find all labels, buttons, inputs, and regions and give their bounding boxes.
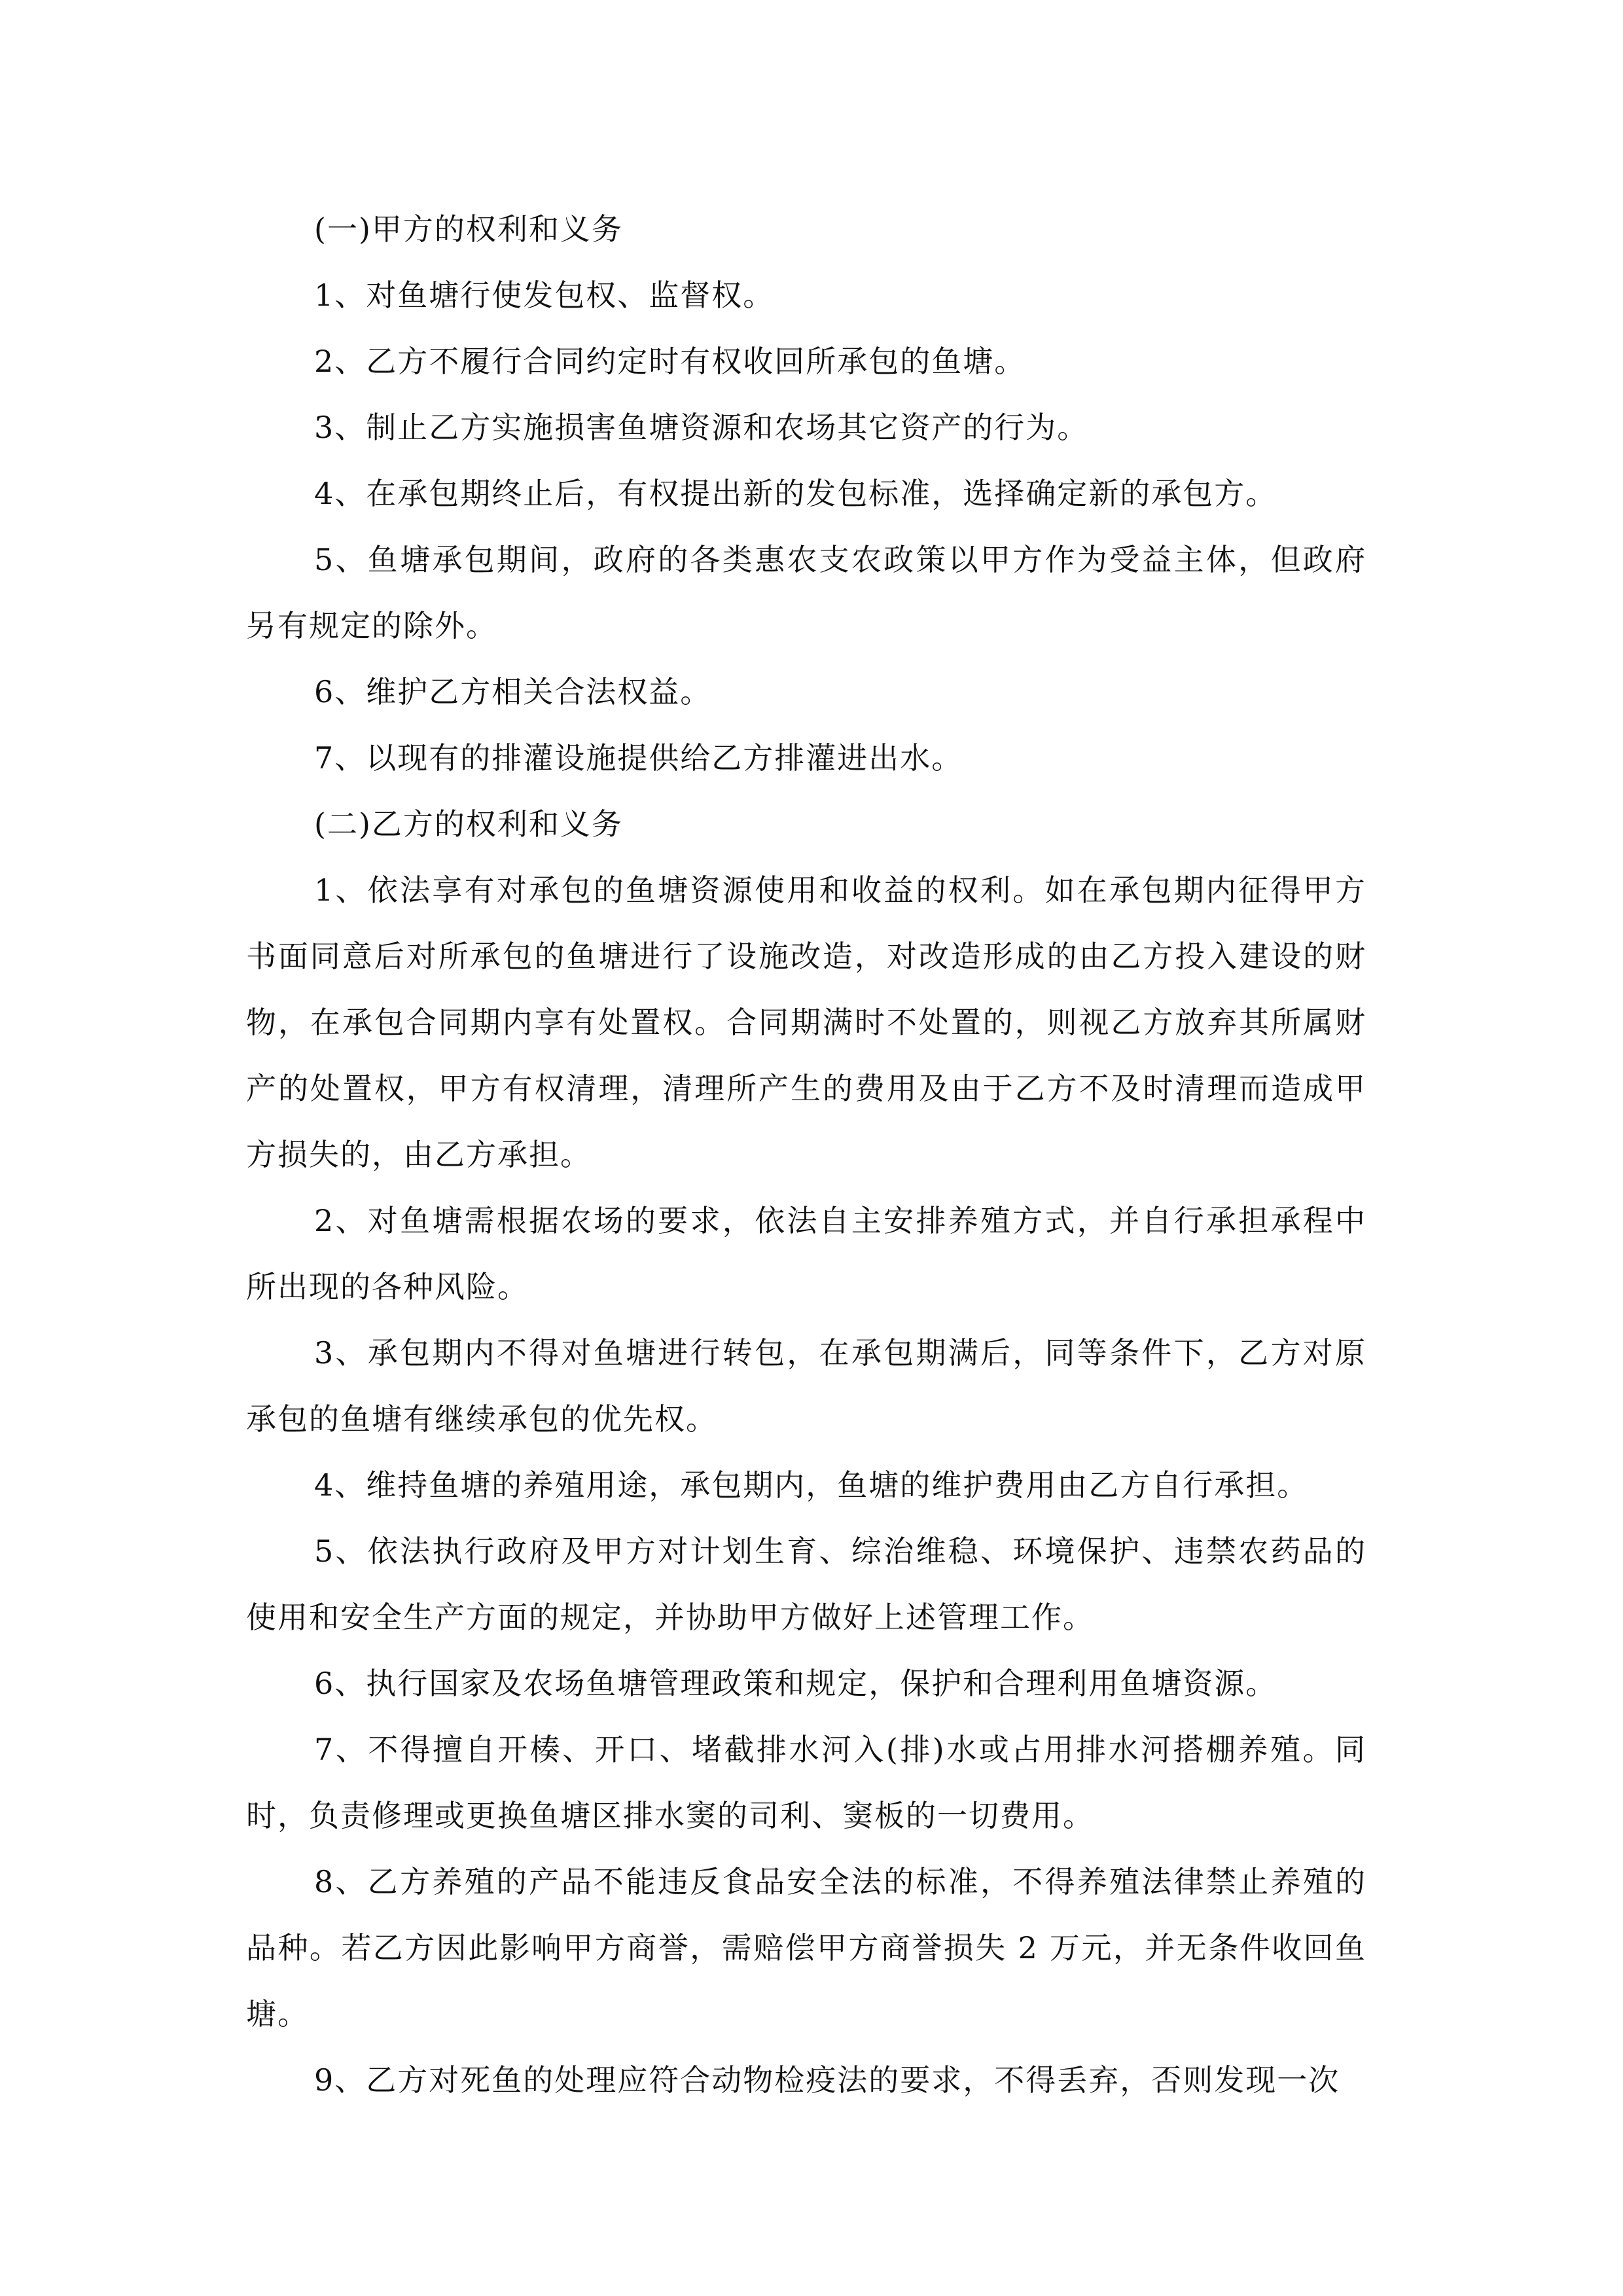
clause-a-5: 5、鱼塘承包期间，政府的各类惠农支农政策以甲方作为受益主体，但政府另有规定的除外。 [246, 542, 1366, 643]
section-heading-party-a: (一)甲方的权利和义务 [314, 211, 623, 247]
clause-a-2: 2、乙方不履行合同约定时有权收回所承包的鱼塘。 [314, 344, 1026, 379]
document-body [246, 196, 1366, 2113]
clause-a-3: 3、制止乙方实施损害鱼塘资源和农场其它资产的行为。 [314, 410, 1089, 445]
clause-b-5: 5、依法执行政府及甲方对计划生育、综治维稳、环境保护、违禁农药品的使用和安全生产方面的规定，并协助甲方做好上述管理工作。 [246, 1534, 1366, 1635]
clause-b-6: 6、执行国家及农场鱼塘管理政策和规定，保护和合理利用鱼塘资源。 [314, 1666, 1277, 1701]
clause-b-7: 7、不得擅自开楱、开口、堵截排水河入(排)水或占用排水河搭棚养殖。同时，负责修理或更换鱼塘区排水窦的司利、窦板的一切费用。 [246, 1732, 1366, 1833]
clause-a-6: 6、维护乙方相关合法权益。 [314, 674, 712, 709]
clause-b-8: 8、乙方养殖的产品不能违反食品安全法的标准，不得养殖法律禁止养殖的品种。若乙方因此影响甲方商誉，需赔偿甲方商誉损失 2 万元，并无条件收回鱼塘。 [246, 1864, 1366, 2032]
clause-b-4: 4、维持鱼塘的养殖用途，承包期内，鱼塘的维护费用由乙方自行承担。 [314, 1467, 1309, 1503]
clause-a-7: 7、以现有的排灌设施提供给乙方排灌进出水。 [314, 740, 963, 776]
clause-a-1: 1、对鱼塘行使发包权、监督权。 [314, 278, 775, 313]
clause-a-4: 4、在承包期终止后，有权提出新的发包标准，选择确定新的承包方。 [314, 476, 1277, 511]
clause-b-1: 1、依法享有对承包的鱼塘资源使用和收益的权利。如在承包期内征得甲方书面同意后对所承包的鱼塘进行了设施改造，对改造形成的由乙方投入建设的财物，在承包合同期内享有处置权。合同期满时不处置的，则视乙方放弃其所属财产的处置权，甲方有权清理，清理所产生的费用及由于乙方不及时清理而造成甲方损失的，由乙方承担。 [246, 872, 1366, 1172]
clause-b-3: 3、承包期内不得对鱼塘进行转包，在承包期满后，同等条件下，乙方对原承包的鱼塘有继续承包的优先权。 [246, 1335, 1366, 1437]
clause-b-2: 2、对鱼塘需根据农场的要求，依法自主安排养殖方式，并自行承担承程中所出现的各种风险。 [246, 1203, 1366, 1304]
clause-b-9: 9、乙方对死鱼的处理应符合动物检疫法的要求，不得丢弃，否则发现一次 [314, 2062, 1340, 2098]
section-heading-party-b: (二)乙方的权利和义务 [314, 806, 623, 842]
